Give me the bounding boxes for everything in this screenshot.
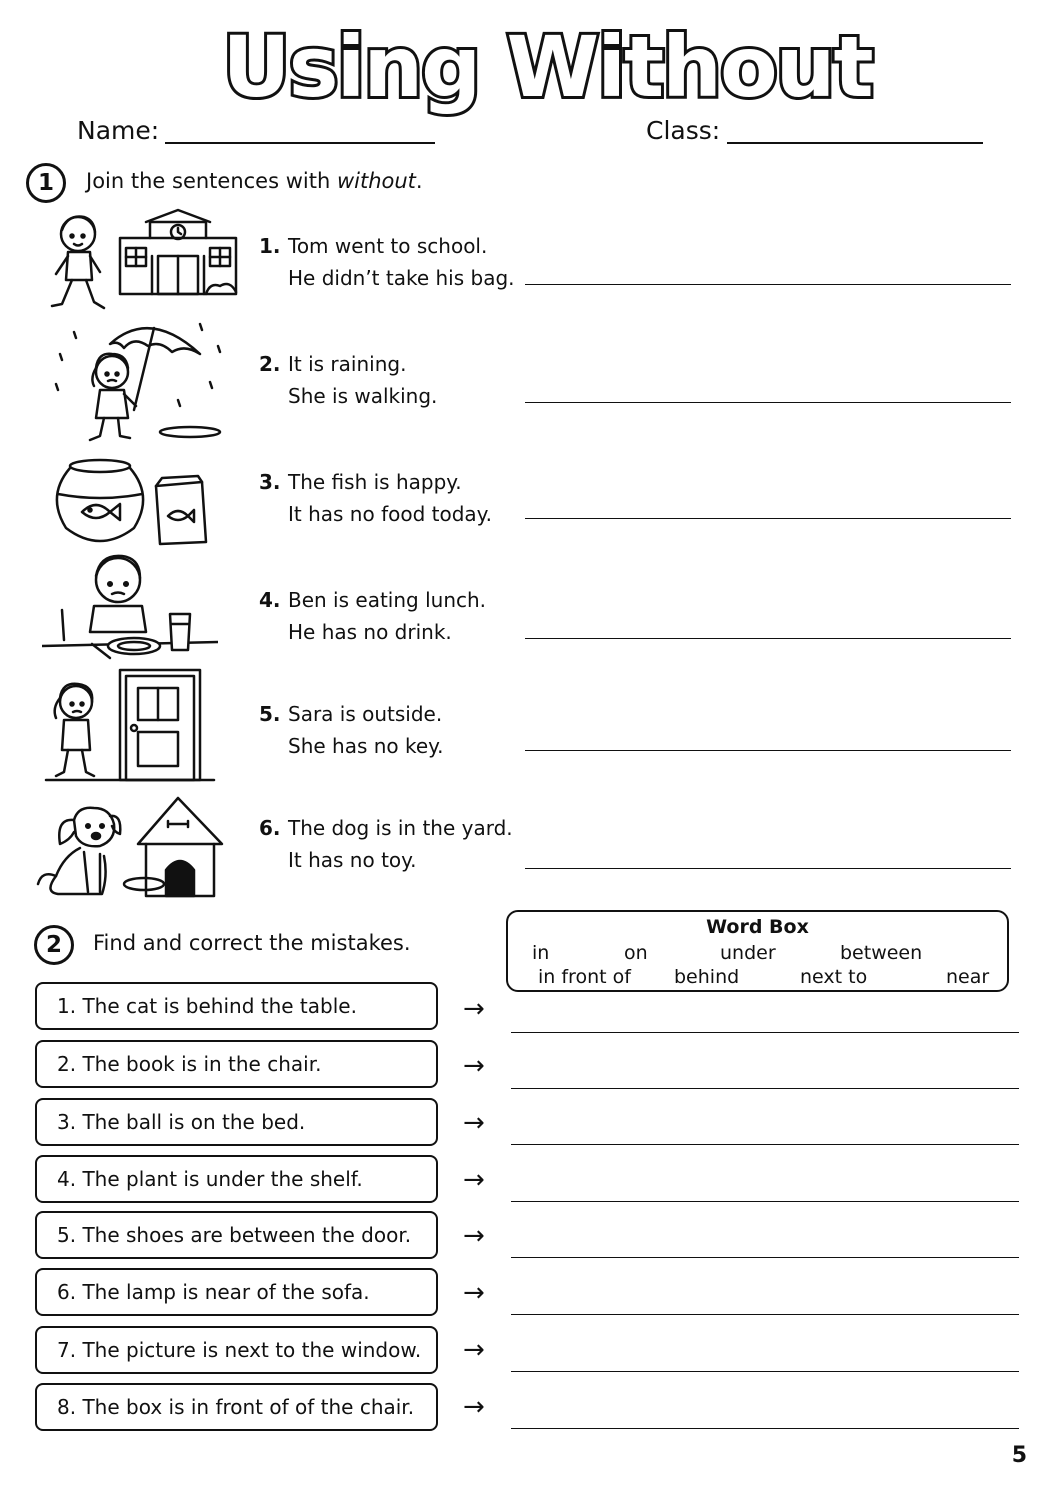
word-box-word: in front of bbox=[538, 966, 631, 988]
mistake-sentence-5: 5. The shoes are between the door. bbox=[35, 1211, 438, 1259]
boy-walking-to-school-icon bbox=[48, 208, 243, 314]
join-item-sentence-2: She has no key. bbox=[288, 734, 444, 758]
title-text: Using Without bbox=[222, 18, 872, 116]
join-item-sentence-2: He didn’t take his bag. bbox=[288, 266, 515, 290]
mistake-sentence-3: 3. The ball is on the bed. bbox=[35, 1098, 438, 1146]
join-item-sentence-1: Tom went to school. bbox=[288, 234, 488, 258]
join-item-sentence-2: It has no toy. bbox=[288, 848, 417, 872]
correction-line-7[interactable] bbox=[511, 1371, 1019, 1372]
arrow-icon: → bbox=[463, 1392, 485, 1422]
join-item-number: 1. bbox=[259, 234, 281, 258]
join-answer-line[interactable] bbox=[525, 750, 1011, 751]
join-answer-line[interactable] bbox=[525, 868, 1011, 869]
fishbowl-icon bbox=[52, 456, 212, 550]
word-box bbox=[506, 910, 1009, 992]
mistake-sentence-6: 6. The lamp is near of the sofa. bbox=[35, 1268, 438, 1316]
join-item-sentence-2: He has no drink. bbox=[288, 620, 452, 644]
correction-line-1[interactable] bbox=[511, 1032, 1019, 1033]
correction-line-4[interactable] bbox=[511, 1201, 1019, 1202]
boy-eating-lunch-icon bbox=[42, 550, 218, 660]
mistake-sentence-1: 1. The cat is behind the table. bbox=[35, 982, 438, 1030]
mistake-sentence-8: 8. The box is in front of of the chair. bbox=[35, 1383, 438, 1431]
join-item-number: 6. bbox=[259, 816, 281, 840]
worksheet-title bbox=[0, 8, 1055, 118]
mistake-sentence-7: 7. The picture is next to the window. bbox=[35, 1326, 438, 1374]
join-item-number: 3. bbox=[259, 470, 281, 494]
word-box-title: Word Box bbox=[706, 916, 809, 938]
correction-line-6[interactable] bbox=[511, 1314, 1019, 1315]
girl-with-umbrella-icon bbox=[50, 314, 226, 444]
page-number: 5 bbox=[1011, 1443, 1027, 1468]
join-item-number: 5. bbox=[259, 702, 281, 726]
word-box-word: between bbox=[840, 942, 923, 964]
class-label: Class: bbox=[646, 116, 721, 145]
word-box-word: next to bbox=[800, 966, 868, 988]
arrow-icon: → bbox=[463, 1278, 485, 1308]
word-box-word: in bbox=[532, 942, 550, 964]
arrow-icon: → bbox=[463, 1221, 485, 1251]
arrow-icon: → bbox=[463, 1335, 485, 1365]
girl-outside-door-icon bbox=[42, 668, 218, 786]
join-item-sentence-2: It has no food today. bbox=[288, 502, 493, 526]
section-1-instruction: Join the sentences with without. bbox=[86, 169, 423, 193]
correction-line-2[interactable] bbox=[511, 1088, 1019, 1089]
join-item-sentence-1: The fish is happy. bbox=[288, 470, 462, 494]
arrow-icon: → bbox=[463, 1108, 485, 1138]
join-item-sentence-1: The dog is in the yard. bbox=[288, 816, 513, 840]
join-answer-line[interactable] bbox=[525, 284, 1011, 285]
name-field[interactable] bbox=[165, 142, 435, 144]
mistake-sentence-2: 2. The book is in the chair. bbox=[35, 1040, 438, 1088]
dog-and-doghouse-icon bbox=[34, 796, 230, 900]
arrow-icon: → bbox=[463, 1051, 485, 1081]
join-item-sentence-1: Sara is outside. bbox=[288, 702, 443, 726]
join-item-number: 4. bbox=[259, 588, 281, 612]
word-box-word: near bbox=[946, 966, 990, 988]
section-2-instruction: Find and correct the mistakes. bbox=[93, 931, 411, 955]
join-item-number: 2. bbox=[259, 352, 281, 376]
join-item-sentence-2: She is walking. bbox=[288, 384, 438, 408]
correction-line-3[interactable] bbox=[511, 1144, 1019, 1145]
join-answer-line[interactable] bbox=[525, 402, 1011, 403]
name-label: Name: bbox=[77, 116, 160, 145]
arrow-icon: → bbox=[463, 1165, 485, 1195]
join-answer-line[interactable] bbox=[525, 518, 1011, 519]
join-answer-line[interactable] bbox=[525, 638, 1011, 639]
word-box-word: behind bbox=[674, 966, 740, 988]
join-item-sentence-1: It is raining. bbox=[288, 352, 407, 376]
word-box-word: on bbox=[624, 942, 648, 964]
class-field[interactable] bbox=[727, 142, 983, 144]
mistake-sentence-4: 4. The plant is under the shelf. bbox=[35, 1155, 438, 1203]
correction-line-5[interactable] bbox=[511, 1257, 1019, 1258]
section-1-number: 1 bbox=[26, 163, 66, 203]
arrow-icon: → bbox=[463, 994, 485, 1024]
join-item-sentence-1: Ben is eating lunch. bbox=[288, 588, 487, 612]
section-2-number: 2 bbox=[34, 925, 74, 965]
correction-line-8[interactable] bbox=[511, 1428, 1019, 1429]
word-box-word: under bbox=[720, 942, 776, 964]
